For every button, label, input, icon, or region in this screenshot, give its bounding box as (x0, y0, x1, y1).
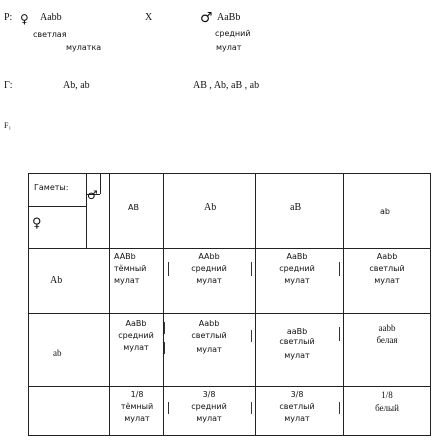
female-gamete-row-label: ab (53, 348, 62, 358)
ratio-cell: 3/8 светлый мулат (279, 390, 315, 423)
male-gamete-header: ab (380, 207, 390, 216)
male-symbol-icon: ♂ (200, 10, 213, 26)
punnett-cell: AaBb средний мулат (118, 319, 154, 352)
male-gametes: AB , Ab, aB , ab (193, 80, 260, 91)
separator-stroke (339, 402, 340, 414)
separator-stroke (168, 262, 169, 276)
male-gamete-header: Ab (204, 202, 217, 213)
cross-sign: X (145, 12, 153, 23)
separator-stroke (164, 342, 165, 354)
separator-stroke (251, 402, 252, 414)
male-phenotype-2: мулат (216, 43, 242, 52)
female-phenotype-2: мулатка (66, 43, 102, 52)
punnett-cell: Aabb светлый мулат (369, 252, 405, 285)
punnett-cell: Aabb светлый мулат (191, 319, 227, 354)
separator-stroke (339, 327, 340, 341)
f1-label: F₁ (4, 121, 12, 130)
separator-stroke (164, 322, 165, 334)
separator-stroke (339, 262, 340, 276)
corner-female-icon: ♀ (32, 216, 42, 231)
separator-stroke (251, 330, 252, 342)
corner-male-icon: ♂ (87, 188, 98, 202)
ratio-cell: 1/8 белый (375, 390, 399, 413)
female-symbol-icon: ♀ (20, 12, 29, 26)
p-label: P: (4, 12, 13, 23)
male-genotype: AaBb (217, 12, 241, 23)
male-gamete-header: AB (128, 203, 139, 212)
punnett-cell: aabb белая (376, 323, 398, 345)
ratio-cell: 1/8 тёмный мулат (120, 390, 154, 423)
female-gametes: Ab, ab (63, 80, 90, 91)
g-label: Г: (4, 80, 13, 91)
punnett-cell: AABb тёмный мулат (114, 252, 147, 285)
separator-stroke (168, 402, 169, 414)
punnett-cell: aaBb светлый мулат (279, 327, 315, 360)
female-gamete-row-label: Ab (50, 275, 63, 286)
separator-stroke (251, 262, 252, 276)
male-gamete-header: aB (290, 202, 302, 213)
ratio-cell: 3/8 средний мулат (191, 390, 227, 423)
female-phenotype-1: светлая (33, 30, 67, 39)
punnett-cell: AAbb средний мулат (191, 252, 227, 285)
male-phenotype-1: средний (215, 29, 251, 38)
corner-gametes-label: Гаметы: (34, 183, 69, 192)
punnett-cell: AaBb средний мулат (279, 252, 315, 285)
female-genotype: Aabb (40, 12, 62, 23)
